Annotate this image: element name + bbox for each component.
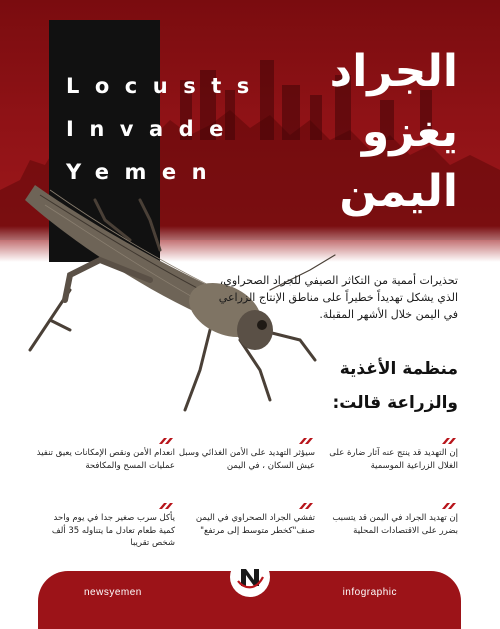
- fact-item: [175, 438, 315, 472]
- fact-item: [175, 503, 315, 537]
- footer-bar: [38, 571, 461, 629]
- arabic-title-line: اليمن: [339, 166, 458, 217]
- arabic-title-line: الجراد: [329, 46, 458, 97]
- fact-item: [318, 438, 458, 472]
- fao-heading-line: [340, 352, 458, 386]
- fact-item: [35, 503, 175, 550]
- english-title-line: Locusts: [66, 74, 265, 98]
- fao-heading: [288, 352, 458, 420]
- stripe-bullet-icon: [35, 503, 175, 509]
- fao-heading-line: والزراعة قالت:: [332, 393, 458, 413]
- fact-text: تفشي الجراد الصحراوي في اليمن صنف"كخطر متوسط إلى مرتفع": [195, 513, 315, 536]
- english-title-line: Yemen: [66, 160, 223, 184]
- fact-text: إن التهديد قد ينتج عنه آثار ضارة على الغلال الزراعية الموسمية: [329, 448, 458, 471]
- arabic-title-line: يغزو: [361, 106, 458, 157]
- fact-item: [35, 438, 175, 472]
- fact-text: سيؤثر التهديد على الأمن الغذائي وسبل عيش السكان ، في اليمن: [178, 448, 315, 471]
- intro-text: تحذيرات أممية من التكاثر الصيفي للجراد الصحراوي، الذي يشكل تهديداً خطيراً على مناطق الإنتاج الزراعي في اليمن خلال الأشهر المقبلة.: [218, 274, 458, 321]
- stripe-bullet-icon: [318, 438, 458, 444]
- footer-type-label: infographic: [342, 587, 397, 598]
- stripe-bullet-icon: [175, 438, 315, 444]
- footer-site-name: newsyemen: [84, 587, 142, 598]
- stripe-bullet-icon: [318, 503, 458, 509]
- fact-item: [318, 503, 458, 537]
- fact-text: إن تهديد الجراد في اليمن قد يتسبب بضرر على الاقتصادات المحلية: [332, 513, 458, 536]
- english-title-line: Invade: [66, 117, 239, 141]
- stripe-bullet-icon: [175, 503, 315, 509]
- stripe-bullet-icon: [35, 438, 175, 444]
- fact-text: انعدام الأمن ونقص الإمكانات يعيق تنفيذ عمليات المسح والمكافحة: [36, 448, 175, 471]
- fact-text: يأكل سرب صغير جدا في يوم واحد كمية طعام تعادل ما يتناوله 35 ألف شخص تقريبا: [51, 513, 175, 548]
- newsyemen-logo-icon: [230, 557, 270, 597]
- fao-heading-text: منظمة الأغذية: [339, 359, 458, 379]
